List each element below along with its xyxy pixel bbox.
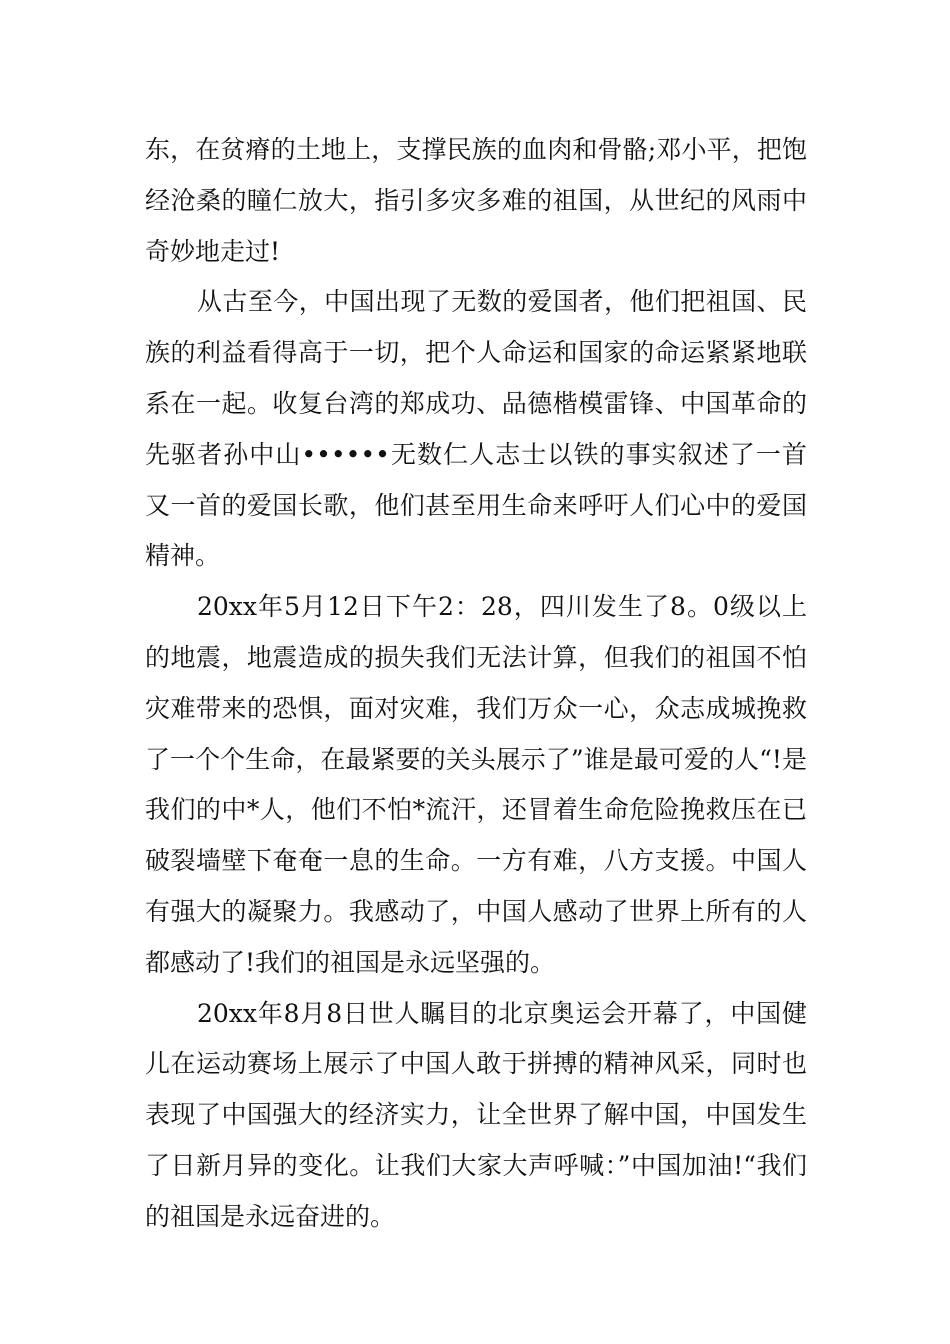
document-body <box>145 125 807 1243</box>
paragraph: 20xx年8月8日世人瞩目的北京奥运会开幕了，中国健儿在运动赛场上展示了中国人敢于拼搏的精神风采，同时也表现了中国强大的经济实力，让全世界了解中国，中国发生了日新月异的变化。让我们大家大声呼喊：”中国加油!“我们的祖国是永远奋进的。 <box>145 998 807 1231</box>
paragraph: 从古至今，中国出现了无数的爱国者，他们把祖国、民族的利益看得高于一切，把个人命运和国家的命运紧紧地联系在一起。收复台湾的郑成功、品德楷模雷锋、中国革命的先驱者孙中山••••••无数仁人志士以铁的事实叙述了一首又一首的爱国长歌，他们甚至用生命来呼吁人们心中的爱国精神。 <box>145 287 807 571</box>
paragraph: 20xx年5月12日下午2：28，四川发生了8。0级以上的地震，地震造成的损失我们无法计算，但我们的祖国不怕灾难带来的恐惧，面对灾难，我们万众一心，众志成城挽救了一个个生命，在最紧要的关头展示了”谁是最可爱的人“!是我们的中*人，他们不怕*流汗，还冒着生命危险挽救压在已破裂墙壁下奄奄一息的生命。一方有难，八方支援。中国人有强大的凝聚力。我感动了，中国人感动了世界上所有的人都感动了!我们的祖国是永远坚强的。 <box>145 592 807 977</box>
paragraph-continued: 东，在贫瘠的土地上，支撑民族的血肉和骨骼;邓小平，把饱经沧桑的瞳仁放大，指引多灾多难的祖国，从世纪的风雨中奇妙地走过! <box>145 135 807 266</box>
